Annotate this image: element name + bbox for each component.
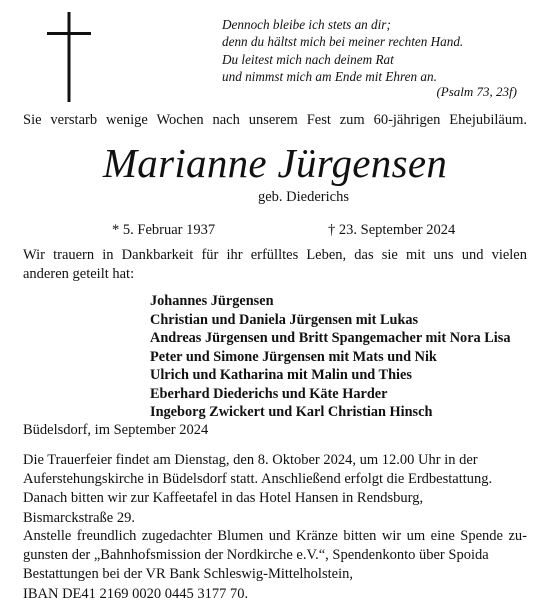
funeral-line: Danach bitten wir zur Kaffeetafel in das Hotel Hansen in Rendsburg, [23, 490, 424, 507]
grief-line: Wir trauern in Dankbarkeit für ihr erfülltes Leben, das sie mit uns und vielen [23, 247, 527, 263]
intro-text: Sie verstarb wenige Wochen nach unserem Fest zum 60-jährigen Ehejubiläum. [23, 112, 527, 128]
funeral-line: Die Trauerfeier findet am Dienstag, den 8. Oktober 2024, um 12.00 Uhr in der [23, 452, 478, 468]
birth-date: * 5. Februar 1937 [112, 222, 216, 238]
place-date: Büdelsdorf, im September 2024 [23, 422, 209, 438]
psalm-reference: (Psalm 73, 23f) [436, 84, 517, 99]
death-date: † 23. September 2024 [328, 222, 456, 238]
psalm-line: denn du hältst mich bei meiner rechten Hand. [222, 34, 464, 50]
donation-line: IBAN DE41 2169 0020 0445 3177 70. [23, 585, 249, 602]
mourner-entry: Johannes Jürgensen [150, 293, 274, 309]
mourners-list [150, 292, 511, 422]
deceased-name: Marianne Jürgensen [102, 140, 448, 186]
mourner-entry: Ulrich und Katharina mit Malin und Thies [150, 367, 412, 383]
psalm-line: Du leitest mich nach deinem Rat [222, 51, 394, 67]
mourner-entry: Christian und Daniela Jürgensen mit Lukas [150, 311, 419, 328]
grief-line: anderen geteilt hat: [23, 266, 135, 283]
funeral-paragraph [23, 451, 527, 528]
funeral-line: Bismarckstraße 29. [23, 509, 135, 526]
mourner-entry: Ingeborg Zwickert und Karl Christian Hinsch [150, 404, 433, 420]
donation-line: gunsten der „Bahnhofsmission der Nordkirche e.V.“, Spendenkonto über Spoida [23, 547, 489, 564]
grief-paragraph [23, 246, 527, 284]
donation-paragraph [23, 527, 527, 604]
mourner-entry: Eberhard Diederichs und Käte Harder [150, 385, 388, 402]
psalm-line: Dennoch bleibe ich stets an dir; [222, 17, 391, 32]
psalm-quote [222, 16, 463, 86]
funeral-line: Auferstehungskirche in Büdelsdorf statt. Anschließend erfolgt die Erdbestattung. [23, 471, 493, 488]
donation-line: Bestattungen bei der VR Bank Schleswig-Mittelholstein, [23, 566, 353, 583]
born-name: geb. Diederichs [258, 189, 349, 205]
mourner-entry: Peter und Simone Jürgensen mit Mats und Nik [150, 348, 437, 365]
cross-icon [47, 12, 91, 102]
psalm-line: und nimmst mich am Ende mit Ehren an. [222, 69, 437, 85]
donation-line: Anstelle freundlich zugedachter Blumen und Kränze bitten wir um eine Spende zu- [23, 528, 527, 544]
mourner-entry: Andreas Jürgensen und Britt Spangemacher mit Nora Lisa [150, 330, 511, 346]
